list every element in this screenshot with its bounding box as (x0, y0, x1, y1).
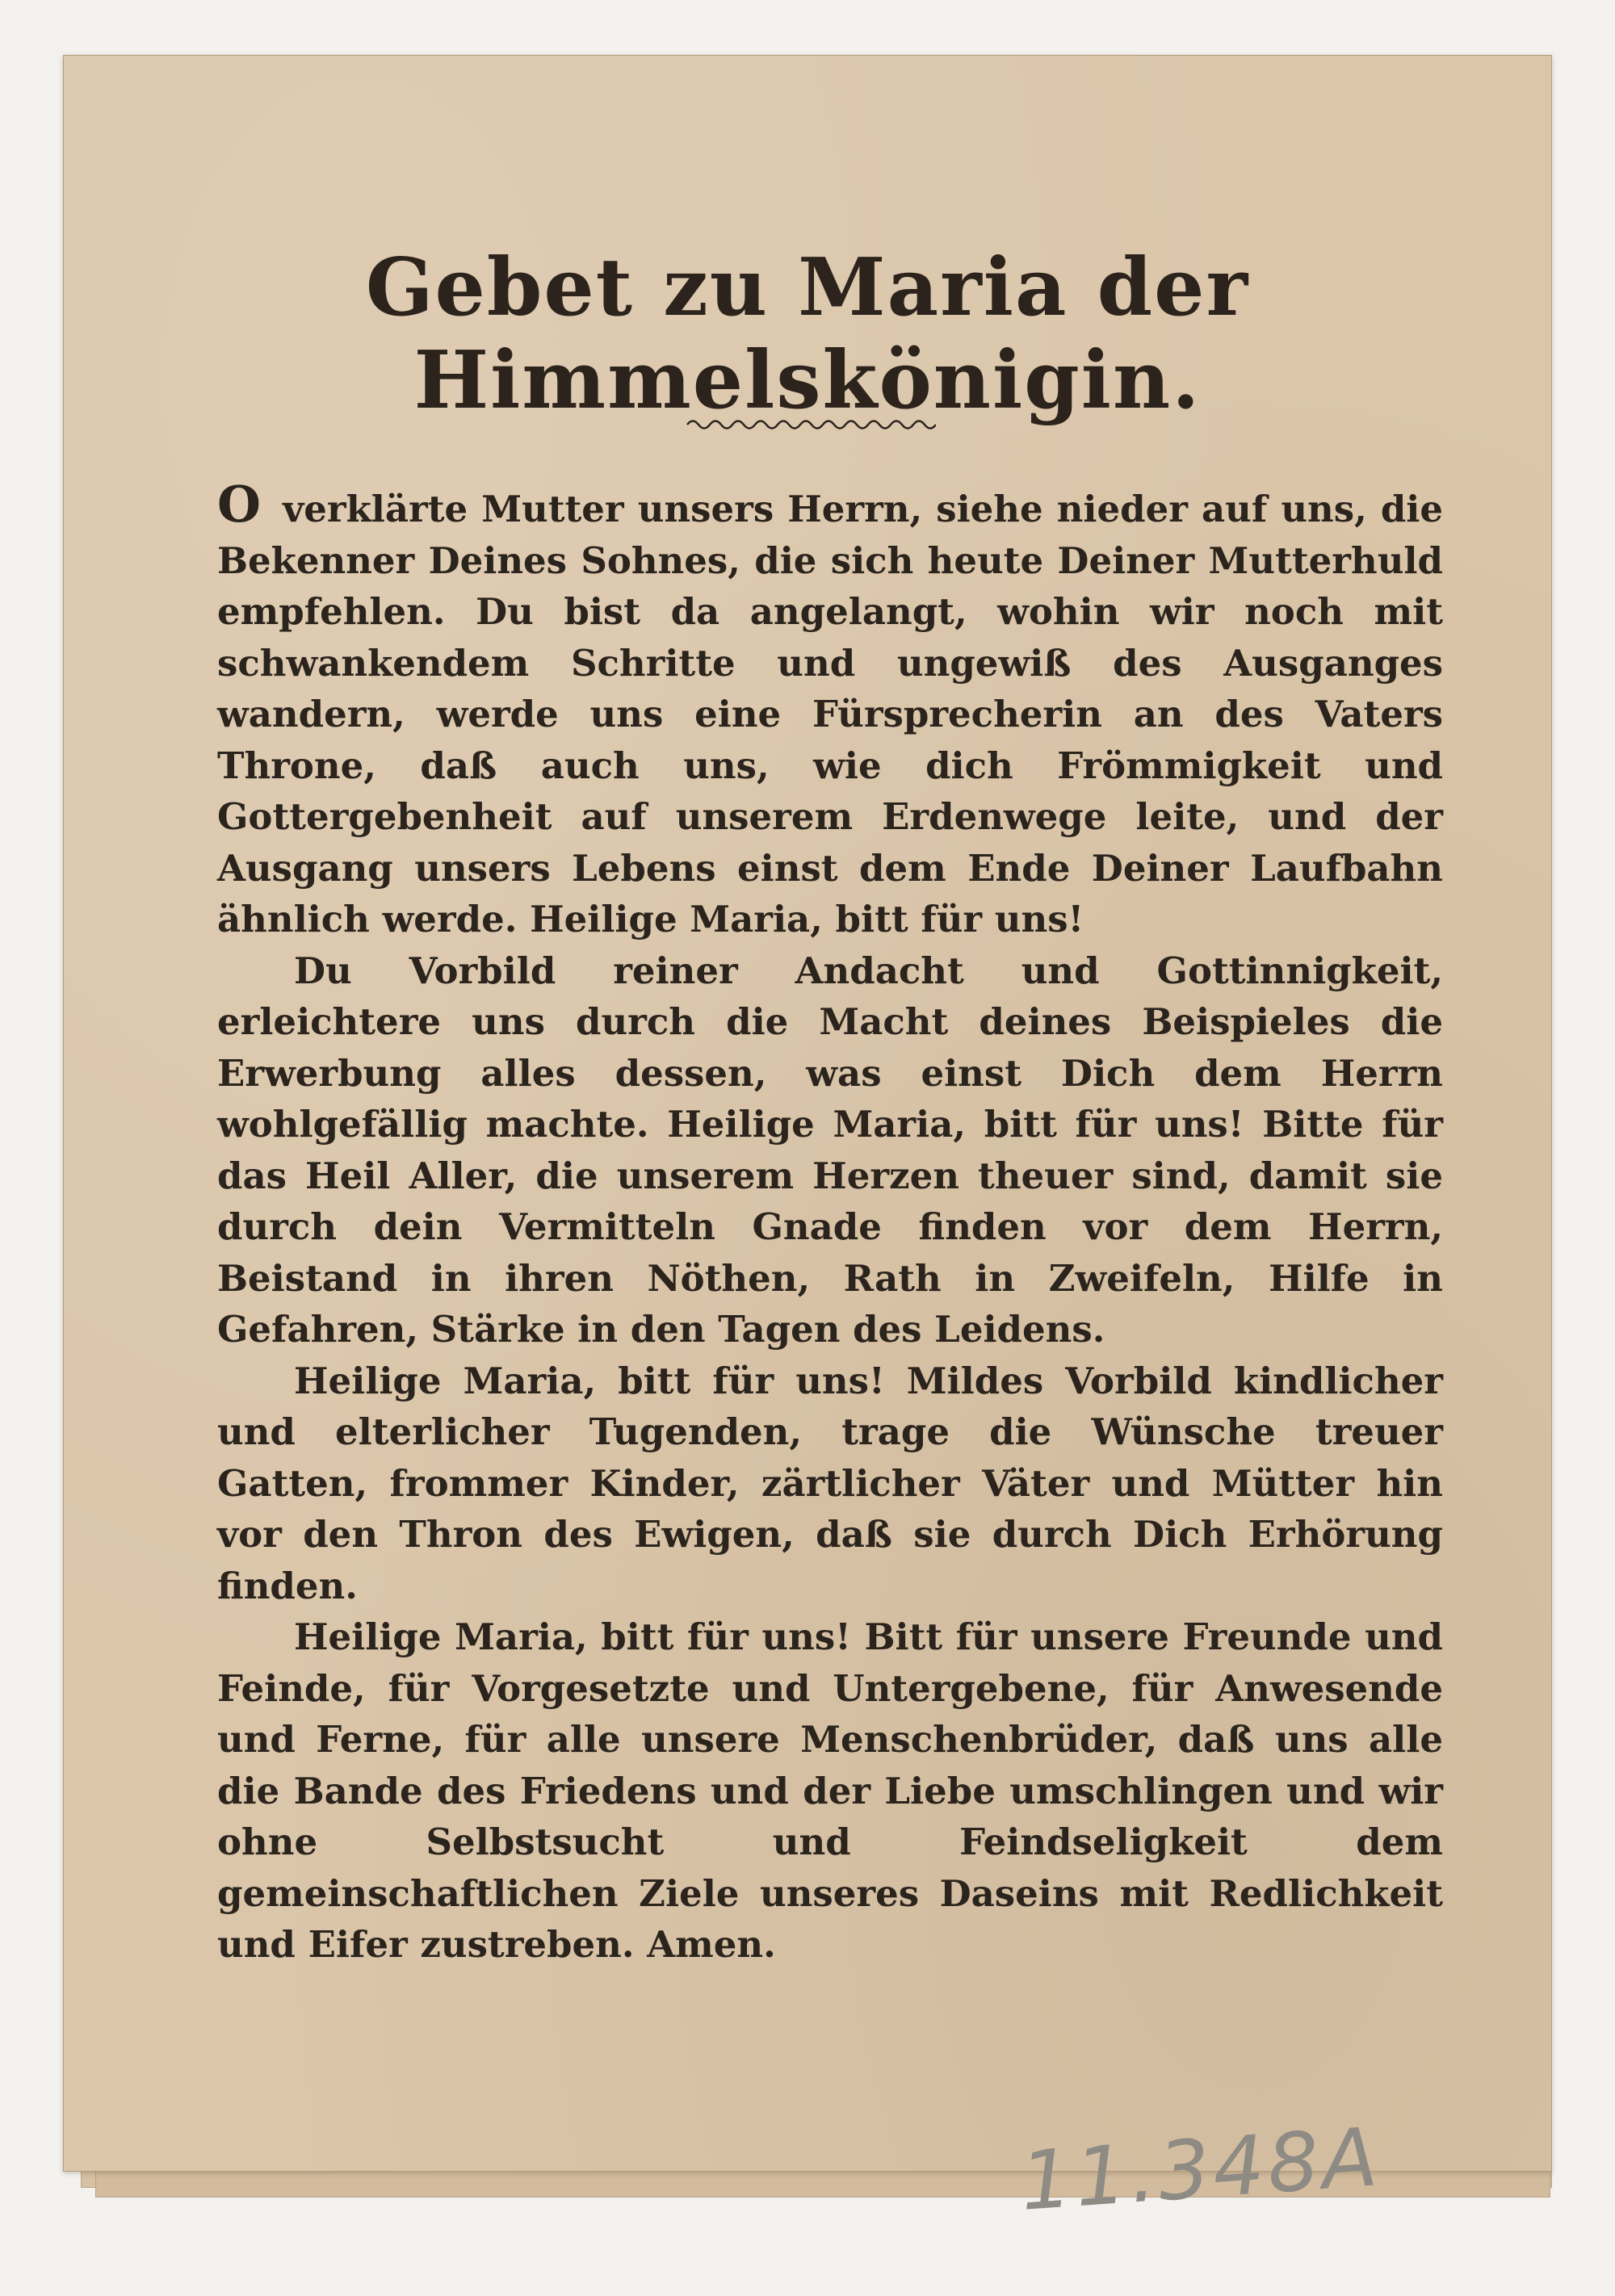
paragraph-text: Mildes Vorbild kindlicher und elterlicher Tugenden, trage die Wünsche treuer Gatten, frommer Kinder, zärtlicher Väter und Mütter hin vor den Thron des Ewigen, daß sie durch Dich Erhörung finden. (217, 1359, 1443, 1607)
drop-cap: O (217, 475, 262, 534)
refrain: Heilige Maria, bitt für uns! (530, 898, 1084, 941)
paragraph-1 (217, 475, 1444, 945)
paragraph-4 (217, 1611, 1443, 1971)
paragraph-3 (217, 1355, 1443, 1612)
archive-number: 11.348A (1017, 2110, 1384, 2229)
paragraph-2 (217, 945, 1443, 1355)
paragraph-text: Du Vorbild reiner Andacht und Gottinnigkeit, erleichtere uns durch die Macht deines Beispieles die Erwerbung alles dessen, was einst Dich dem Herrn wohlgefällig machte. (217, 949, 1443, 1146)
paragraph-text: Bitte für das Heil Aller, die unserem Herzen theuer sind, damit sie durch dein Vermitteln Gnade finden vor dem Herrn, Beistand in ihren Nöthen, Rath in Zweifeln, Hilfe in Gefahren, Stärke in den Tagen des Leidens. (217, 1103, 1444, 1351)
refrain: Heilige Maria, bitt für uns! (294, 1359, 885, 1402)
refrain: Heilige Maria, bitt für uns! (294, 1615, 851, 1658)
paragraph-text: verklärte Mutter unsers Herrn, siehe nieder auf uns, die Bekenner Deines Sohnes, die sich heute Deiner Mutterhuld empfehlen. Du bist da angelangt, wohin wir noch mit schwankendem Schritte und ungewiß des Ausganges wandern, werde uns eine Fürsprecherin an des Vaters Throne, daß auch uns, wie dich Frömmigkeit und Gottergebenheit auf unserem Erdenwege leite, und der Ausgang unsers Lebens einst dem Ende Deiner Laufbahn ähnlich werde. (217, 488, 1444, 941)
prayer-text (217, 475, 1444, 1971)
wavy-divider (686, 414, 936, 435)
prayer-card (63, 55, 1552, 2229)
refrain: Heilige Maria, bitt für uns! (667, 1103, 1244, 1146)
paragraph-text: Bitt für unsere Freunde und Feinde, für Vorgesetzte und Untergebene, für Anwesende und Ferne, für alle unsere Menschenbrüder, daß uns alle die Bande des Friedens und der Liebe umschlingen und wir ohne Selbstsucht und Feindseligkeit dem gemeinschaftlichen Ziele unseres Daseins mit Redlichkeit und Eifer zustreben. Amen. (217, 1615, 1443, 1966)
page-title: Gebet zu Maria der Himmelskönigin. (365, 241, 1250, 427)
